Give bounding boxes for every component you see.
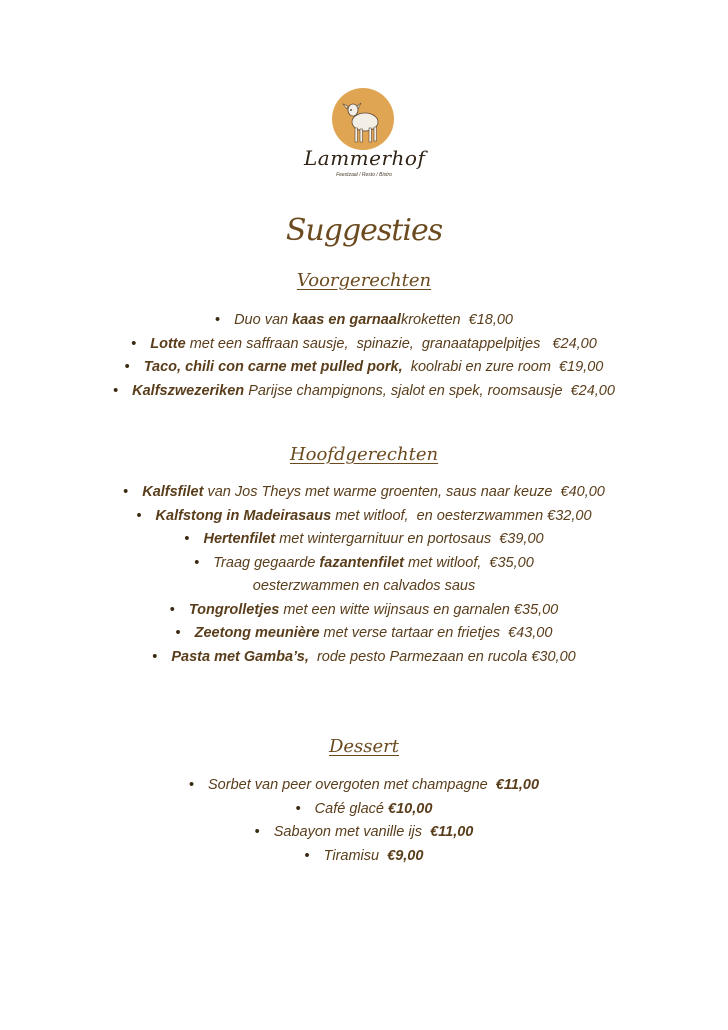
bullet-icon: • — [131, 335, 137, 352]
bullet-icon: • — [113, 382, 119, 399]
bullet-icon: • — [304, 847, 310, 864]
menu-item: • Zeetong meunière met verse tartaar en frietjes €43,00 — [0, 622, 728, 646]
menu-item: • Taco, chili con carne met pulled pork, koolrabi en zure room €19,00 — [0, 356, 728, 380]
menu-item: • Tiramisu €9,00 — [0, 845, 728, 869]
bullet-icon: • — [188, 777, 195, 793]
section-heading-voorgerechten: Voorgerechten — [296, 270, 432, 291]
bullet-icon: • — [194, 554, 200, 571]
menu-item: • Sorbet van peer overgoten met champagne €11,00 — [0, 774, 728, 798]
menu-item: • Hertenfilet met wintergarnituur en portosaus €39,00 — [0, 528, 728, 552]
menu-item: • Kalfstong in Madeirasaus met witloof, en oesterzwammen €32,00 — [0, 505, 728, 529]
hoofdgerechten-list — [0, 481, 728, 669]
page-title: Suggesties — [285, 213, 443, 248]
section-heading-hoofdgerechten: Hoofdgerechten — [289, 444, 439, 465]
menu-item: • Lotte met een saffraan sausje, spinazie, granaatappelpitjes €24,00 — [0, 333, 728, 357]
bullet-icon: • — [254, 824, 260, 840]
menu-item: • Sabayon met vanille ijs €11,00 — [0, 821, 728, 845]
lammerhof-logo — [304, 86, 424, 186]
menu-item: • Pasta met Gamba’s, rode pesto Parmezaan en rucola €30,00 — [0, 646, 728, 670]
bullet-icon: • — [295, 800, 301, 817]
menu-item: • Tongrolletjes met een witte wijnsaus en garnalen €35,00 — [0, 599, 728, 623]
menu-item: • Kalfszwezeriken Parijse champignons, sjalot en spek, roomsausje €24,00 — [0, 380, 728, 404]
bullet-icon: • — [136, 507, 142, 524]
section-heading-dessert: Dessert — [328, 736, 400, 757]
bullet-icon: • — [184, 531, 190, 547]
lamb-icon — [332, 88, 394, 150]
bullet-icon: • — [123, 484, 129, 500]
bullet-icon: • — [175, 625, 181, 641]
logo-tagline: Feestzaal / Resto / Bistro — [336, 172, 392, 178]
logo-name: Lammerhof — [304, 146, 426, 170]
menu-item: • Duo van kaas en garnaalkroketten €18,00 — [0, 309, 728, 333]
lamb-emblem — [332, 88, 394, 150]
menu-item: • Kalfsfilet van Jos Theys met warme groenten, saus naar keuze €40,00 — [0, 481, 728, 505]
bullet-icon: • — [169, 601, 175, 618]
bullet-icon: • — [214, 312, 221, 328]
voorgerechten-list — [0, 309, 728, 403]
menu-item: • Traag gegaarde fazantenfilet met witloof, €35,00 — [0, 552, 728, 576]
menu-item-continuation: oesterzwammen en calvados saus — [252, 578, 476, 594]
bullet-icon: • — [152, 648, 158, 665]
menu-item: • Café glacé €10,00 — [0, 798, 728, 822]
bullet-icon: • — [124, 359, 130, 375]
dessert-list — [0, 774, 728, 868]
